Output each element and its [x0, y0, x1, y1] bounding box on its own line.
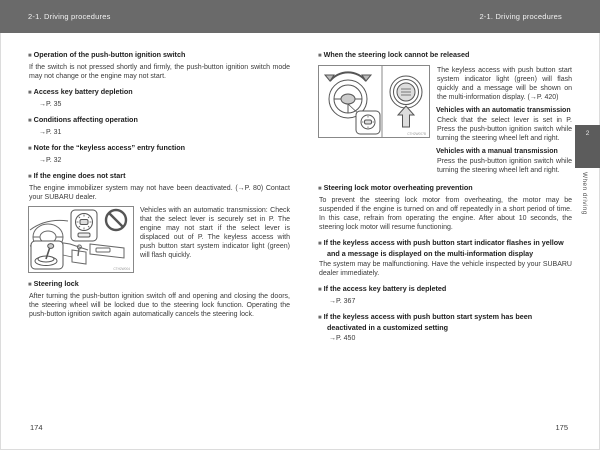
- section-bullet-icon: ■: [28, 53, 32, 59]
- section-heading-text: If the access key battery is depleted: [323, 284, 447, 293]
- figure-side-text: Vehicles with an automatic transmission: Check that the select lever is securely set in P. The engine may not start if the select lever is displaced out of P. The keyless access with push button start system indicator light (green) will flash quickly.: [140, 207, 290, 259]
- section-bullet-icon: ■: [318, 53, 322, 59]
- page-reference: →P. 32: [39, 157, 62, 164]
- section-bullet-icon: ■: [318, 287, 322, 293]
- page-number-right: 175: [555, 423, 568, 432]
- page-number-left: 174: [30, 423, 43, 432]
- section-bullet-icon: ■: [28, 118, 32, 124]
- section-heading: [28, 171, 290, 182]
- section-heading-text: Steering lock motor overheating prevention: [323, 183, 473, 192]
- page-reference: →P. 367: [329, 298, 356, 305]
- section-heading: [28, 50, 290, 61]
- left-page-column: [28, 50, 290, 321]
- page-reference: →P. 450: [329, 335, 356, 342]
- section-heading-text: Access key battery depletion: [33, 87, 133, 96]
- right-page-column: [318, 50, 572, 345]
- auto-transmission-body: Check that the select lever is set in P. Press the push-button ignition switch while turning the steering wheel left and right.: [437, 117, 572, 142]
- section-heading-text: Conditions affecting operation: [33, 115, 138, 124]
- section-bullet-icon: ■: [318, 315, 322, 321]
- section-heading: [28, 143, 290, 154]
- section-heading-text: If the engine does not start: [33, 171, 126, 180]
- section-body: The engine immobilizer system may not have been deactivated. (→P. 80) Contact your SUBARU dealer.: [29, 185, 290, 201]
- chapter-tab: [575, 125, 600, 168]
- section-body: The system may be malfunctioning. Have the vehicle inspected by your SUBARU dealer immediately.: [319, 261, 572, 277]
- section-heading: [318, 284, 572, 295]
- section-heading: [318, 238, 572, 258]
- figure-steering-lock-illustration: [318, 65, 430, 138]
- figure-dashboard-illustration: [28, 206, 134, 273]
- figure-caption-code: CTH2W007B: [407, 132, 426, 136]
- section-heading-text: If the keyless access with push button start system has been deactivated in a customized setting: [323, 312, 533, 332]
- section-heading: [28, 115, 290, 126]
- released-intro: The keyless access with push button start system indicator light (green) will flash quickly and a message will be shown on the multi-information display. (→P. 420): [437, 67, 572, 101]
- section-bullet-icon: ■: [318, 241, 322, 247]
- section-bullet-icon: ■: [28, 282, 32, 288]
- page-reference: →P. 31: [39, 129, 62, 136]
- section-bullet-icon: ■: [28, 174, 32, 180]
- section-body: After turning the push-button ignition switch off and opening and closing the doors, the steering wheel will be locked due to the steering lock function. Operating the push-button ignition switch again automatically cancels the steering lock.: [29, 293, 290, 318]
- section-bullet-icon: ■: [318, 186, 322, 192]
- figure-row: [318, 65, 572, 177]
- chapter-tab-label: When driving: [581, 172, 588, 215]
- auto-transmission-subheading: Vehicles with an automatic transmission: [436, 107, 571, 114]
- section-heading-text: When the steering lock cannot be released: [323, 50, 470, 59]
- figure-caption-code: CTH2W004: [113, 267, 130, 271]
- section-bullet-icon: ■: [28, 90, 32, 96]
- section-heading-text: Note for the “keyless access” entry function: [33, 143, 186, 152]
- manual-transmission-body: Press the push-button ignition switch while turning the steering wheel left and right.: [437, 158, 572, 174]
- section-heading-text: Operation of the push-button ignition switch: [33, 50, 186, 59]
- section-heading-text: Steering lock: [33, 279, 79, 288]
- figure-row: [28, 206, 290, 273]
- section-bullet-icon: ■: [28, 146, 32, 152]
- page-reference: →P. 35: [39, 101, 62, 108]
- page-header-bar: [0, 0, 600, 33]
- chapter-tab-number: 2: [585, 130, 590, 137]
- header-title-left: 2-1. Driving procedures: [28, 12, 111, 21]
- section-heading: [318, 312, 572, 332]
- manual-transmission-subheading: Vehicles with a manual transmission: [436, 148, 558, 155]
- section-heading-text: If the keyless access with push button start indicator flashes in yellow and a message is displayed on the multi-information display: [323, 238, 564, 258]
- section-body: If the switch is not pressed shortly and firmly, the push-button ignition switch mode may not change or the engine may not start.: [29, 64, 290, 80]
- section-heading: [318, 183, 572, 194]
- figure-side-text: [436, 65, 572, 177]
- section-heading: [318, 50, 572, 61]
- section-heading: [28, 279, 290, 290]
- header-title-right: 2-1. Driving procedures: [479, 12, 562, 21]
- section-body: To prevent the steering lock motor from overheating, the motor may be suspended if the engine is turned on and off repeatedly in a short period of time. In this case, refrain from operating the engine. After about 10 seconds, the steering lock motor will resume functioning.: [319, 197, 572, 231]
- section-heading: [28, 87, 290, 98]
